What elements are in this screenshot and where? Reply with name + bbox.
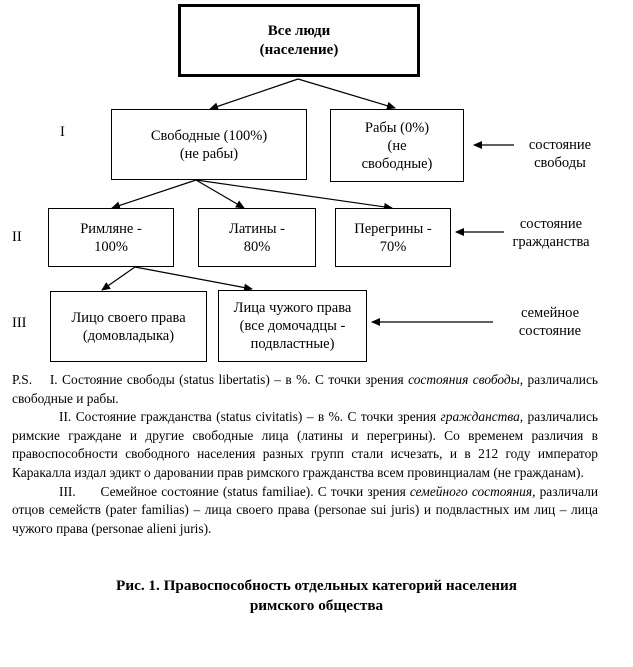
- box-own-right: [50, 291, 207, 362]
- note-family-text: Семейное состояние (status familiae). С точки зрения: [75, 483, 410, 499]
- latins-label-1: Латины -: [229, 220, 285, 237]
- latins-label-2: 80%: [243, 238, 271, 255]
- root-label-1: Все люди: [267, 22, 331, 39]
- note-freedom-num: I.: [49, 372, 58, 387]
- box-latins: [198, 208, 316, 267]
- arrow-romans-to-own-right: [102, 267, 135, 290]
- slaves-label-2: (не: [387, 137, 407, 154]
- note-family-num: III.: [59, 483, 76, 499]
- own-right-label-1: Лицо своего права: [71, 309, 186, 326]
- caption-line-2: римского общества: [249, 597, 384, 614]
- figure-caption: [40, 576, 593, 616]
- note-family-tail: различали отцов семейств (pater familias) – лица своего права (personae sui juris) и подвластных им лиц – лица чужого права (personae alieni juris).: [12, 483, 598, 536]
- status-family-line-2: состояние: [518, 323, 582, 339]
- note-family-emphasis: семейного состояния,: [409, 483, 536, 499]
- box-romans: [48, 208, 174, 267]
- notes-section: [12, 371, 598, 538]
- note-citizenship-tail: различались римские граждане и другие свободные лица (латины и перегрины). Со временем различия в правоспособности свободного населения разных групп стали исчезать, и в 212 году император Каракалла издал эдикт о даровании прав римского гражданства всем провинциалам (не гражданам).: [12, 409, 598, 480]
- status-freedom-line-1: состояние: [528, 137, 592, 153]
- box-slaves: [330, 109, 464, 182]
- arrow-romans-to-alien-right: [135, 267, 252, 289]
- status-family-line-1: семейное: [520, 305, 580, 321]
- note-freedom: [12, 371, 598, 408]
- peregrines-label-2: 70%: [379, 238, 407, 255]
- box-alien-right: [218, 290, 367, 362]
- root-label-2: (население): [259, 41, 339, 58]
- level-label-1: I: [60, 124, 65, 140]
- free-label-1: Свободные (100%): [150, 127, 268, 144]
- status-freedom-line-2: свободы: [534, 155, 586, 171]
- box-peregrines: [335, 208, 451, 267]
- alien-right-label-2: (все домочадцы -: [239, 318, 346, 334]
- peregrines-label-1: Перегрины -: [354, 220, 432, 237]
- caption-line-1: Рис. 1. Правоспособность отдельных категорий населения: [116, 577, 517, 594]
- slaves-label-3: свободные): [361, 155, 433, 172]
- arrow-free-to-romans: [112, 180, 196, 208]
- romans-label-2: 100%: [94, 238, 128, 255]
- note-family: [12, 483, 598, 539]
- box-free: [111, 109, 307, 180]
- note-citizenship-text: Состояние гражданства (status civitatis) – в %. С точки зрения: [71, 409, 441, 425]
- alien-right-label-1: Лица чужого права: [233, 300, 352, 316]
- note-lead: P.S.: [12, 372, 33, 387]
- romans-label-1: Римляне -: [80, 220, 142, 237]
- free-label-2: (не рабы): [179, 145, 239, 162]
- note-citizenship-emphasis: гражданства,: [440, 409, 524, 425]
- arrow-free-to-latins: [196, 180, 244, 208]
- slaves-label-1: Рабы (0%): [364, 119, 430, 136]
- status-citizenship-line-1: состояние: [519, 216, 583, 232]
- level-label-2: II: [12, 229, 22, 245]
- arrow-free-to-peregrines: [196, 180, 392, 208]
- own-right-label-2: (домовладыка): [82, 327, 175, 344]
- status-family-label: [497, 304, 603, 340]
- level-label-3: III: [12, 315, 27, 331]
- note-freedom-emphasis: состояния свободы,: [408, 372, 524, 387]
- note-citizenship-num: II.: [59, 409, 72, 425]
- note-citizenship: [12, 408, 598, 482]
- arrow-root-to-slaves: [298, 79, 395, 108]
- note-freedom-tail: различались свободные и рабы.: [12, 372, 599, 406]
- status-citizenship-line-2: гражданства: [512, 234, 590, 250]
- arrow-root-to-free: [210, 79, 298, 109]
- status-freedom-label: [515, 136, 605, 172]
- alien-right-label-3: подвластные): [250, 336, 335, 352]
- status-citizenship-label: [496, 215, 606, 251]
- note-freedom-text: Состояние свободы (status libertatis) – в %. С точки зрения: [57, 372, 409, 387]
- box-all-people: [178, 4, 420, 77]
